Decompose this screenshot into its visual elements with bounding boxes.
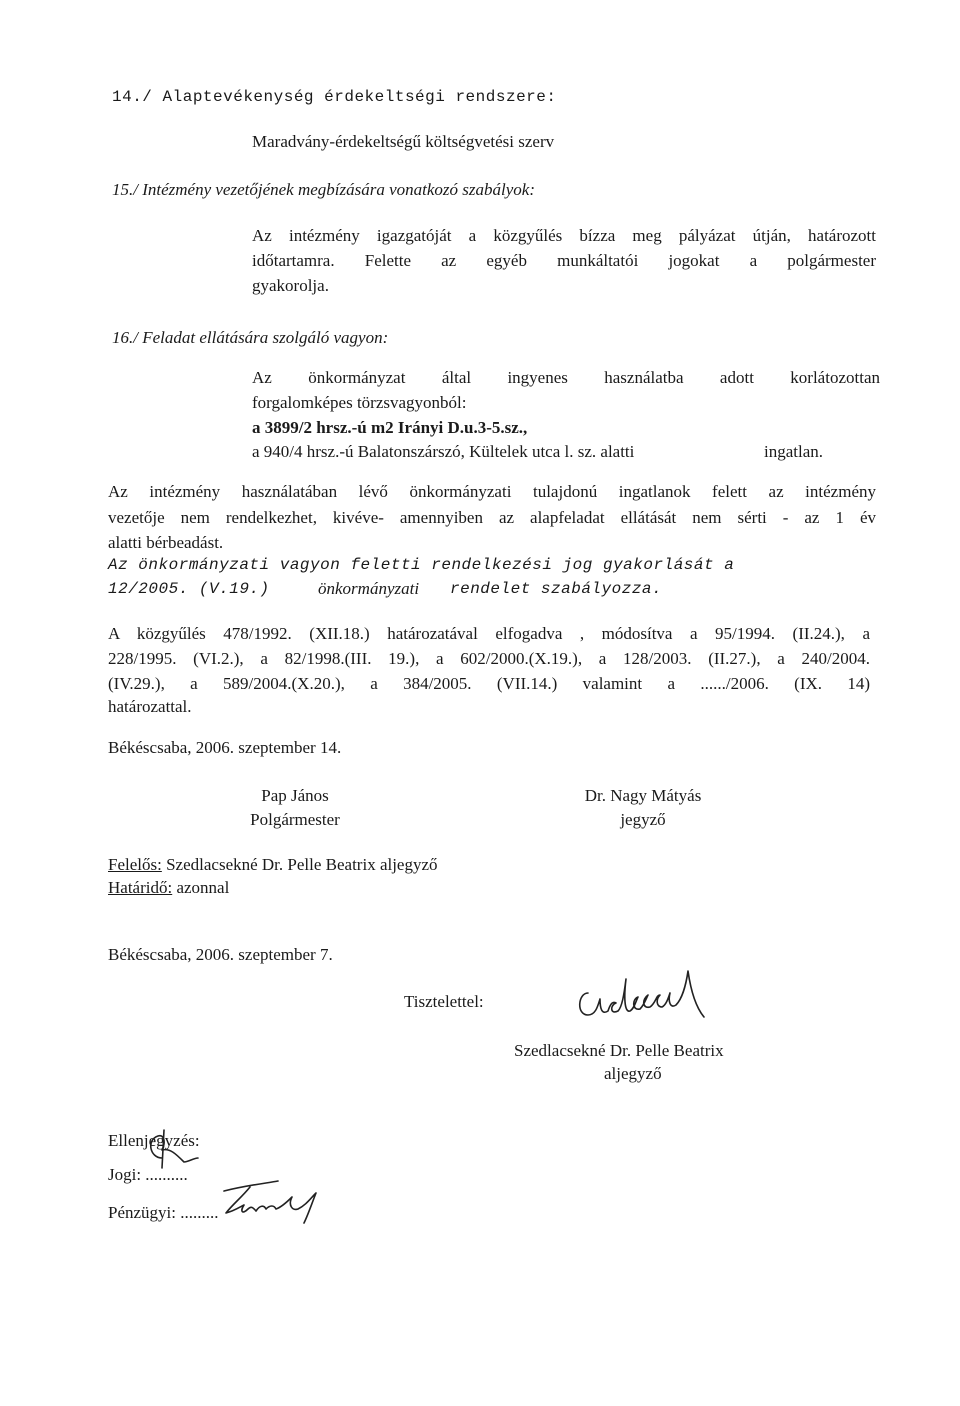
regulation-line-2a: 12/2005. (V.19.) bbox=[108, 580, 270, 598]
section-15-heading: 15./ Intézmény vezetőjének megbízására vonatkozó szabályok: bbox=[112, 180, 535, 199]
regulation-line-1: Az önkormányzati vagyon feletti rendelkezési jog gyakorlását a bbox=[108, 556, 735, 574]
section-16-heading: 16./ Feladat ellátására szolgáló vagyon: bbox=[112, 328, 389, 347]
section-14-heading: 14./ Alaptevékenység érdekeltségi rendszere: bbox=[112, 88, 557, 106]
deadline-label: Határidő: bbox=[108, 878, 173, 897]
mayor-name: Pap János bbox=[261, 786, 329, 805]
approval-line-1: A közgyűlés 478/1992. (XII.18.) határozatával elfogadva , módosítva a 95/1994. (II.24.), a bbox=[108, 624, 870, 643]
responsible-value: Szedlacsekné Dr. Pelle Beatrix aljegyző bbox=[166, 855, 438, 874]
usage-line-3: alatti bérbeadást. bbox=[108, 533, 224, 552]
approval-line-3: (IV.29.), a 589/2004.(X.20.), a 384/2005. (VII.14.) valamint a ....../2006. (IX. 14) bbox=[108, 674, 870, 693]
regulation-line-2c: rendelet szabályozza. bbox=[450, 580, 663, 598]
notary-title: jegyző bbox=[620, 810, 666, 829]
regulation-line-2b: önkormányzati bbox=[318, 579, 420, 598]
countersign-heading: Ellenjegyzés: bbox=[108, 1131, 200, 1150]
countersign-legal: Jogi: .......... bbox=[108, 1165, 188, 1184]
closing-name: Szedlacsekné Dr. Pelle Beatrix bbox=[514, 1041, 724, 1060]
usage-line-1: Az intézmény használatában lévő önkormányzati tulajdonú ingatlanok felett az intézmény bbox=[108, 482, 876, 501]
countersign-financial: Pénzügyi: ......... bbox=[108, 1203, 219, 1222]
closing-greeting: Tisztelettel: bbox=[404, 992, 484, 1011]
section-16-ingatlan: ingatlan. bbox=[764, 442, 824, 461]
responsible-label: Felelős: bbox=[108, 855, 162, 874]
deadline-value: azonnal bbox=[176, 878, 230, 897]
notary-name: Dr. Nagy Mátyás bbox=[584, 786, 702, 805]
section-16-line-3: a 3899/2 hrsz.-ú m2 Irányi D.u.3-5.sz., bbox=[252, 418, 528, 437]
section-14-text: Maradvány-érdekeltségű költségvetési szerv bbox=[252, 132, 555, 151]
section-15-line-1: Az intézmény igazgatóját a közgyűlés bízza meg pályázat útján, határozott bbox=[252, 226, 876, 245]
section-15-line-3: gyakorolja. bbox=[252, 276, 329, 295]
date-14: Békéscsaba, 2006. szeptember 14. bbox=[108, 738, 342, 757]
date-7: Békéscsaba, 2006. szeptember 7. bbox=[108, 945, 333, 964]
aljegyzo-signature bbox=[572, 965, 732, 1025]
legal-signature bbox=[140, 1128, 210, 1178]
mayor-title: Polgármester bbox=[250, 810, 340, 829]
deadline-row bbox=[108, 878, 229, 898]
usage-line-2: vezetője nem rendelkezhet, kivéve- amennyiben az alapfeladat ellátását nem sérti - az 1 év bbox=[108, 508, 876, 527]
closing-title: aljegyző bbox=[604, 1064, 662, 1083]
section-16-line-2: forgalomképes törzsvagyonból: bbox=[252, 393, 467, 412]
financial-signature bbox=[208, 1175, 358, 1225]
approval-line-4: határozattal. bbox=[108, 697, 192, 716]
approval-line-2: 228/1995. (VI.2.), a 82/1998.(III. 19.), a 602/2000.(X.19.), a 128/2003. (II.27.), a 240/2004. bbox=[108, 649, 870, 668]
responsible-row bbox=[108, 855, 438, 875]
section-15-line-2: időtartamra. Felette az egyéb munkáltatói jogokat a polgármester bbox=[252, 251, 876, 270]
section-16-line-1: Az önkormányzat által ingyenes használatba adott korlátozottan bbox=[252, 368, 880, 387]
section-16-line-4: a 940/4 hrsz.-ú Balatonszárszó, Kültelek utca l. sz. alatti bbox=[252, 442, 635, 461]
